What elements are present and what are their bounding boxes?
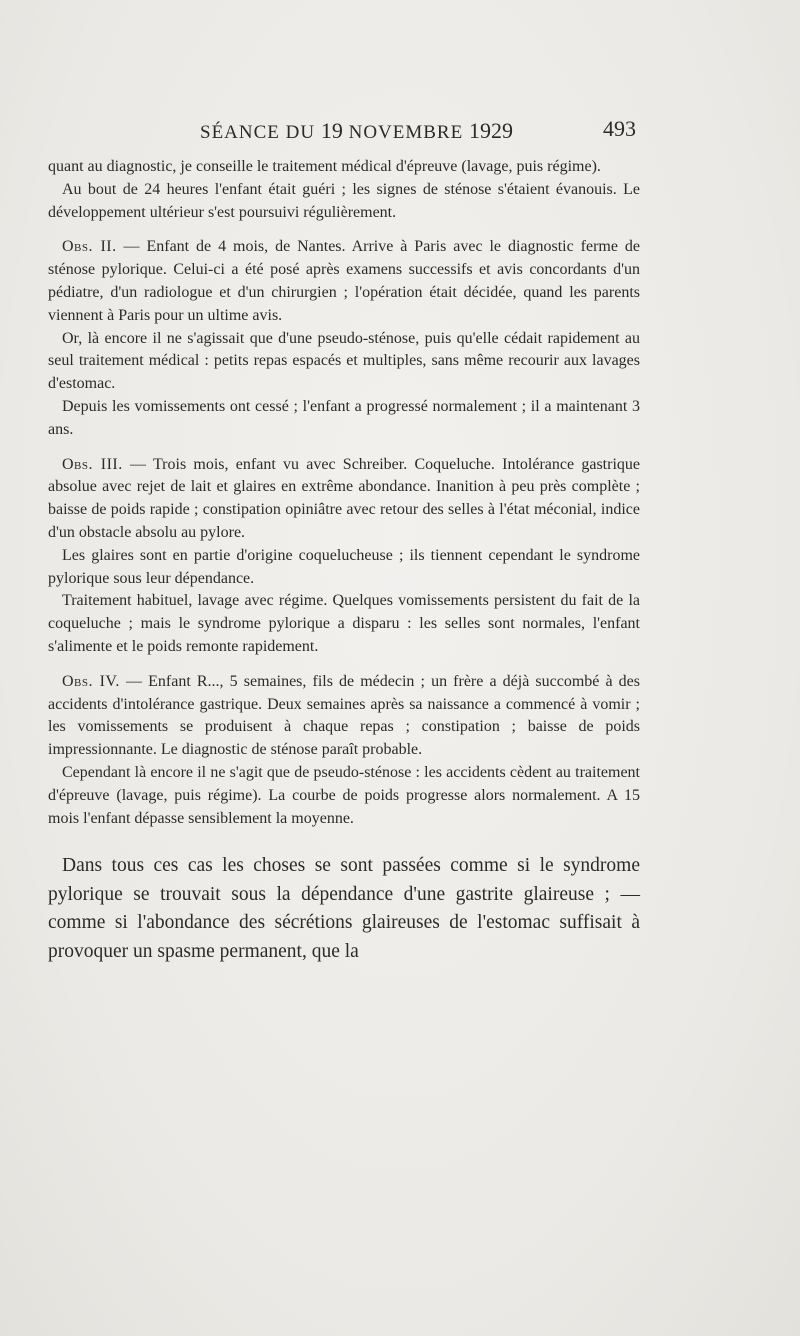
observation-paragraph: Obs. III. — Trois mois, enfant vu avec Schreiber. Coqueluche. Intolérance gastrique absolue avec rejet de lait et glaires en extrême abondance. Inanition à peu près complète ; baisse de poids rapide ; constipation opiniâtre avec retour des selles à l'état méconial, indice d'un obstacle absolu au pylore.: [48, 455, 641, 541]
paragraph: Cependant là encore il ne s'agit que de pseudo-sténose : les accidents cèdent au traitement d'épreuve (lavage, puis régime). La courbe de poids progresse alors normalement. A 15 mois l'enfant dépasse sensiblement la moyenne.: [48, 763, 640, 827]
paragraph-continuation: quant au diagnostic, je conseille le traitement médical d'épreuve (lavage, puis régime).: [48, 158, 601, 175]
paragraph: Traitement habituel, lavage avec régime. Quelques vomissements persistent du fait de la coqueluche ; mais le syndrome pylorique a disparu : les selles sont normales, l'enfant s'alimente et le poids remonte rapidement.: [48, 592, 640, 655]
observation-paragraph: Obs. II. — Enfant de 4 mois, de Nantes. Arrive à Paris avec le diagnostic ferme de sténose pylorique. Celui-ci a été posé après examens successifs et avis concordants d'un pédiatre, d'un radiologue et d'un chirurgien ; l'opération était décidée, quand les parents viennent à Paris pour un ultime avis.: [48, 238, 640, 324]
intro-block: [48, 156, 640, 224]
observation-4: [48, 671, 640, 831]
running-header: [200, 118, 636, 146]
observation-label: Obs. III.: [62, 455, 123, 473]
running-head-day: 19: [320, 118, 343, 143]
running-head-year: 1929: [468, 118, 513, 143]
body-text: [48, 156, 640, 966]
running-head: [200, 118, 513, 144]
running-head-month: NOVEMBRE: [342, 122, 469, 143]
paragraph: Depuis les vomissements ont cessé ; l'enfant a progressé normalement ; il a maintenant 3 ans.: [48, 397, 640, 438]
paragraph: Les glaires sont en partie d'origine coquelucheuse ; ils tiennent cependant le syndrome pylorique sous leur dépendance.: [48, 546, 640, 587]
conclusion-block: [48, 852, 640, 966]
observation-3: [48, 454, 640, 659]
observation-label: Obs. IV.: [62, 672, 120, 690]
page-number: 493: [603, 116, 636, 141]
observation-label: Obs. II.: [62, 238, 117, 256]
running-head-seance: SÉANCE DU: [200, 122, 321, 143]
observation-2: [48, 236, 640, 441]
paragraph: Au bout de 24 heures l'enfant était guéri ; les signes de sténose s'étaient évanouis. Le développement ultérieur s'est poursuivi régulièrement.: [48, 180, 640, 221]
paragraph: Or, là encore il ne s'agissait que d'une pseudo-sténose, puis qu'elle cédait rapidement au seul traitement médical : petits repas espacés et multiples, sans même recourir aux lavages d'estomac.: [48, 329, 640, 393]
observation-paragraph: Obs. IV. — Enfant R..., 5 semaines, fils de médecin ; un frère a déjà succombé à des accidents d'intolérance gastrique. Deux semaines après sa naissance a commencé à vomir ; les vomissements se produisent à chaque repas ; constipation ; baisse de poids impressionnante. Le diagnostic de sténose paraît probable.: [48, 672, 640, 759]
conclusion-paragraph: Dans tous ces cas les choses se sont passées comme si le syndrome pylorique se trouvait sous la dépendance d'une gastrite glaireuse ; — comme si l'abondance des sécrétions glaireuses de l'estomac suffisait à provoquer un spasme permanent, que la: [48, 855, 640, 962]
